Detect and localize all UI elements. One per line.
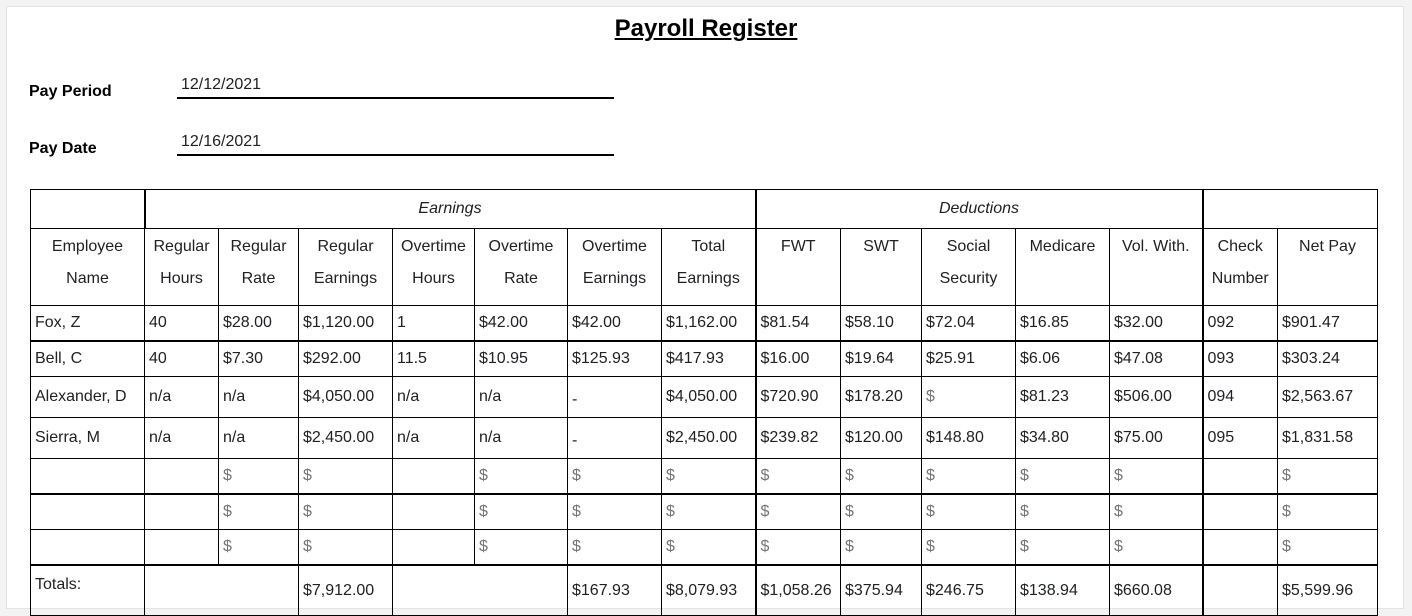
cell-net-pay[interactable]: $ [1278, 530, 1378, 566]
col-check-number: Check Number [1203, 229, 1278, 306]
cell-regular-hours[interactable] [145, 494, 219, 530]
cell-regular-earnings[interactable]: $4,050.00 [299, 377, 393, 418]
cell-regular-rate[interactable]: $ [219, 494, 299, 530]
cell-medicare[interactable]: $ [1016, 494, 1110, 530]
cell-social-security[interactable]: $ [922, 459, 1016, 495]
cell-overtime-hours[interactable] [393, 494, 475, 530]
cell-regular-earnings[interactable]: $2,450.00 [299, 418, 393, 459]
cell-swt[interactable]: $19.64 [841, 341, 922, 377]
cell-medicare[interactable]: $16.85 [1016, 306, 1110, 342]
cell-total-earnings[interactable]: $ [662, 459, 756, 495]
pay-date-field[interactable]: 12/16/2021 [177, 134, 614, 156]
cell-employee-name[interactable] [31, 494, 145, 530]
page-title: Payroll Register [614, 15, 798, 42]
col-overtime-hours: Overtime Hours [393, 229, 475, 306]
cell-vol-with[interactable]: $32.00 [1110, 306, 1203, 342]
cell-fwt[interactable]: $720.90 [756, 377, 841, 418]
cell-regular-rate[interactable]: $7.30 [219, 341, 299, 377]
cell-regular-earnings[interactable]: $ [299, 530, 393, 566]
cell-medicare[interactable]: $81.23 [1016, 377, 1110, 418]
earnings-group-header: Earnings [145, 190, 756, 229]
deductions-group-header: Deductions [756, 190, 1203, 229]
cell-vol-with[interactable]: $ [1110, 459, 1203, 495]
cell-total-earnings[interactable]: $2,450.00 [662, 418, 756, 459]
cell-check-number[interactable]: 095 [1203, 418, 1278, 459]
cell-regular-earnings[interactable]: $292.00 [299, 341, 393, 377]
cell-overtime-hours[interactable]: n/a [393, 418, 475, 459]
cell-check-number[interactable]: 092 [1203, 306, 1278, 342]
payroll-page [6, 6, 1404, 609]
cell-overtime-earnings[interactable]: $125.93 [568, 341, 662, 377]
payroll-table [30, 189, 1378, 616]
cell-regular-rate[interactable]: $ [219, 530, 299, 566]
cell-medicare[interactable]: $6.06 [1016, 341, 1110, 377]
cell-regular-hours[interactable] [145, 530, 219, 566]
totals-blank-check [1203, 565, 1278, 616]
cell-check-number[interactable]: 094 [1203, 377, 1278, 418]
group-header-row [31, 190, 1378, 229]
cell-vol-with[interactable]: $ [1110, 530, 1203, 566]
col-regular-rate: Regular Rate [219, 229, 299, 306]
cell-net-pay[interactable]: $303.24 [1278, 341, 1378, 377]
cell-social-security[interactable]: $148.80 [922, 418, 1016, 459]
cell-regular-hours[interactable]: 40 [145, 306, 219, 342]
group-header-blank-right [1203, 190, 1378, 229]
totals-label: Totals: [31, 565, 145, 616]
cell-regular-hours[interactable] [145, 459, 219, 495]
table-row [31, 459, 1378, 495]
table-body [31, 306, 1378, 566]
cell-overtime-rate[interactable]: n/a [475, 377, 568, 418]
cell-check-number[interactable] [1203, 494, 1278, 530]
cell-overtime-hours[interactable] [393, 459, 475, 495]
cell-medicare[interactable]: $ [1016, 530, 1110, 566]
cell-swt[interactable]: $178.20 [841, 377, 922, 418]
col-vol-with: Vol. With. [1110, 229, 1203, 306]
group-header-blank [31, 190, 145, 229]
table-row [31, 418, 1378, 459]
totals-blank [145, 565, 299, 616]
totals-overtime-earnings: $167.93 [568, 565, 662, 616]
col-regular-hours: Regular Hours [145, 229, 219, 306]
cell-swt[interactable]: $ [841, 530, 922, 566]
cell-regular-earnings[interactable]: $ [299, 459, 393, 495]
cell-overtime-rate[interactable]: $ [475, 494, 568, 530]
cell-regular-hours[interactable]: n/a [145, 377, 219, 418]
cell-overtime-hours[interactable]: 1 [393, 306, 475, 342]
cell-vol-with[interactable]: $506.00 [1110, 377, 1203, 418]
table-row [31, 306, 1378, 342]
col-fwt: FWT [756, 229, 841, 306]
col-regular-earnings: Regular Earnings [299, 229, 393, 306]
cell-check-number[interactable] [1203, 530, 1278, 566]
cell-medicare[interactable]: $34.80 [1016, 418, 1110, 459]
cell-fwt[interactable]: $81.54 [756, 306, 841, 342]
cell-overtime-earnings[interactable]: - [568, 418, 662, 459]
cell-fwt[interactable]: $ [756, 494, 841, 530]
cell-social-security[interactable]: $ [922, 530, 1016, 566]
col-overtime-earnings: Overtime Earnings [568, 229, 662, 306]
cell-fwt[interactable]: $ [756, 459, 841, 495]
totals-vol-with: $660.08 [1110, 565, 1203, 616]
col-swt: SWT [841, 229, 922, 306]
cell-net-pay[interactable]: $ [1278, 459, 1378, 495]
cell-total-earnings[interactable]: $ [662, 494, 756, 530]
cell-overtime-rate[interactable]: $10.95 [475, 341, 568, 377]
col-social-security: Social Security [922, 229, 1016, 306]
cell-overtime-rate[interactable]: $42.00 [475, 306, 568, 342]
totals-medicare: $138.94 [1016, 565, 1110, 616]
col-overtime-rate: Overtime Rate [475, 229, 568, 306]
cell-total-earnings[interactable]: $ [662, 530, 756, 566]
cell-swt[interactable]: $ [841, 494, 922, 530]
cell-overtime-earnings[interactable]: - [568, 377, 662, 418]
cell-regular-rate[interactable]: $28.00 [219, 306, 299, 342]
table-row [31, 530, 1378, 566]
cell-medicare[interactable]: $ [1016, 459, 1110, 495]
cell-overtime-earnings[interactable]: $42.00 [568, 306, 662, 342]
cell-fwt[interactable]: $ [756, 530, 841, 566]
col-net-pay: Net Pay [1278, 229, 1378, 306]
cell-overtime-hours[interactable]: n/a [393, 377, 475, 418]
totals-social-security: $246.75 [922, 565, 1016, 616]
cell-net-pay[interactable]: $ [1278, 494, 1378, 530]
cell-net-pay[interactable]: $901.47 [1278, 306, 1378, 342]
pay-period-field[interactable]: 12/12/2021 [177, 77, 614, 99]
cell-regular-rate[interactable]: $ [219, 459, 299, 495]
pay-date-label: Pay Date [29, 140, 97, 157]
cell-swt[interactable]: $ [841, 459, 922, 495]
cell-swt[interactable]: $120.00 [841, 418, 922, 459]
cell-regular-rate[interactable]: n/a [219, 418, 299, 459]
cell-overtime-rate[interactable]: $ [475, 530, 568, 566]
cell-overtime-earnings[interactable]: $ [568, 530, 662, 566]
cell-overtime-earnings[interactable]: $ [568, 494, 662, 530]
totals-fwt: $1,058.26 [756, 565, 841, 616]
cell-overtime-rate[interactable]: n/a [475, 418, 568, 459]
cell-overtime-rate[interactable]: $ [475, 459, 568, 495]
cell-regular-rate[interactable]: n/a [219, 377, 299, 418]
totals-row [31, 565, 1378, 616]
col-medicare: Medicare [1016, 229, 1110, 306]
cell-vol-with[interactable]: $47.08 [1110, 341, 1203, 377]
cell-swt[interactable]: $58.10 [841, 306, 922, 342]
cell-social-security[interactable]: $25.91 [922, 341, 1016, 377]
totals-total-earnings: $8,079.93 [662, 565, 756, 616]
cell-regular-hours[interactable]: n/a [145, 418, 219, 459]
cell-social-security[interactable]: $ [922, 377, 1016, 418]
cell-employee-name[interactable] [31, 530, 145, 566]
cell-fwt[interactable]: $239.82 [756, 418, 841, 459]
cell-fwt[interactable]: $16.00 [756, 341, 841, 377]
cell-total-earnings[interactable]: $1,162.00 [662, 306, 756, 342]
cell-overtime-hours[interactable] [393, 530, 475, 566]
cell-check-number[interactable]: 093 [1203, 341, 1278, 377]
cell-total-earnings[interactable]: $4,050.00 [662, 377, 756, 418]
totals-blank [393, 565, 568, 616]
pay-period-label: Pay Period [29, 83, 112, 100]
cell-regular-earnings[interactable]: $ [299, 494, 393, 530]
table-row [31, 377, 1378, 418]
cell-social-security[interactable]: $72.04 [922, 306, 1016, 342]
cell-check-number[interactable] [1203, 459, 1278, 495]
totals-regular-earnings: $7,912.00 [299, 565, 393, 616]
cell-social-security[interactable]: $ [922, 494, 1016, 530]
column-header-row [31, 229, 1378, 306]
col-total-earnings: Total Earnings [662, 229, 756, 306]
table-row [31, 341, 1378, 377]
cell-regular-hours[interactable]: 40 [145, 341, 219, 377]
cell-employee-name[interactable]: Alexander, D [31, 377, 145, 418]
totals-net-pay: $5,599.96 [1278, 565, 1378, 616]
totals-swt: $375.94 [841, 565, 922, 616]
cell-net-pay[interactable]: $1,831.58 [1278, 418, 1378, 459]
cell-regular-earnings[interactable]: $1,120.00 [299, 306, 393, 342]
cell-employee-name[interactable] [31, 459, 145, 495]
cell-total-earnings[interactable]: $417.93 [662, 341, 756, 377]
cell-vol-with[interactable]: $ [1110, 494, 1203, 530]
cell-vol-with[interactable]: $75.00 [1110, 418, 1203, 459]
cell-overtime-hours[interactable]: 11.5 [393, 341, 475, 377]
cell-employee-name[interactable]: Fox, Z [31, 306, 145, 342]
cell-employee-name[interactable]: Bell, C [31, 341, 145, 377]
col-employee-name: Employee Name [31, 229, 145, 306]
cell-net-pay[interactable]: $2,563.67 [1278, 377, 1378, 418]
cell-employee-name[interactable]: Sierra, M [31, 418, 145, 459]
cell-overtime-earnings[interactable]: $ [568, 459, 662, 495]
table-row [31, 494, 1378, 530]
